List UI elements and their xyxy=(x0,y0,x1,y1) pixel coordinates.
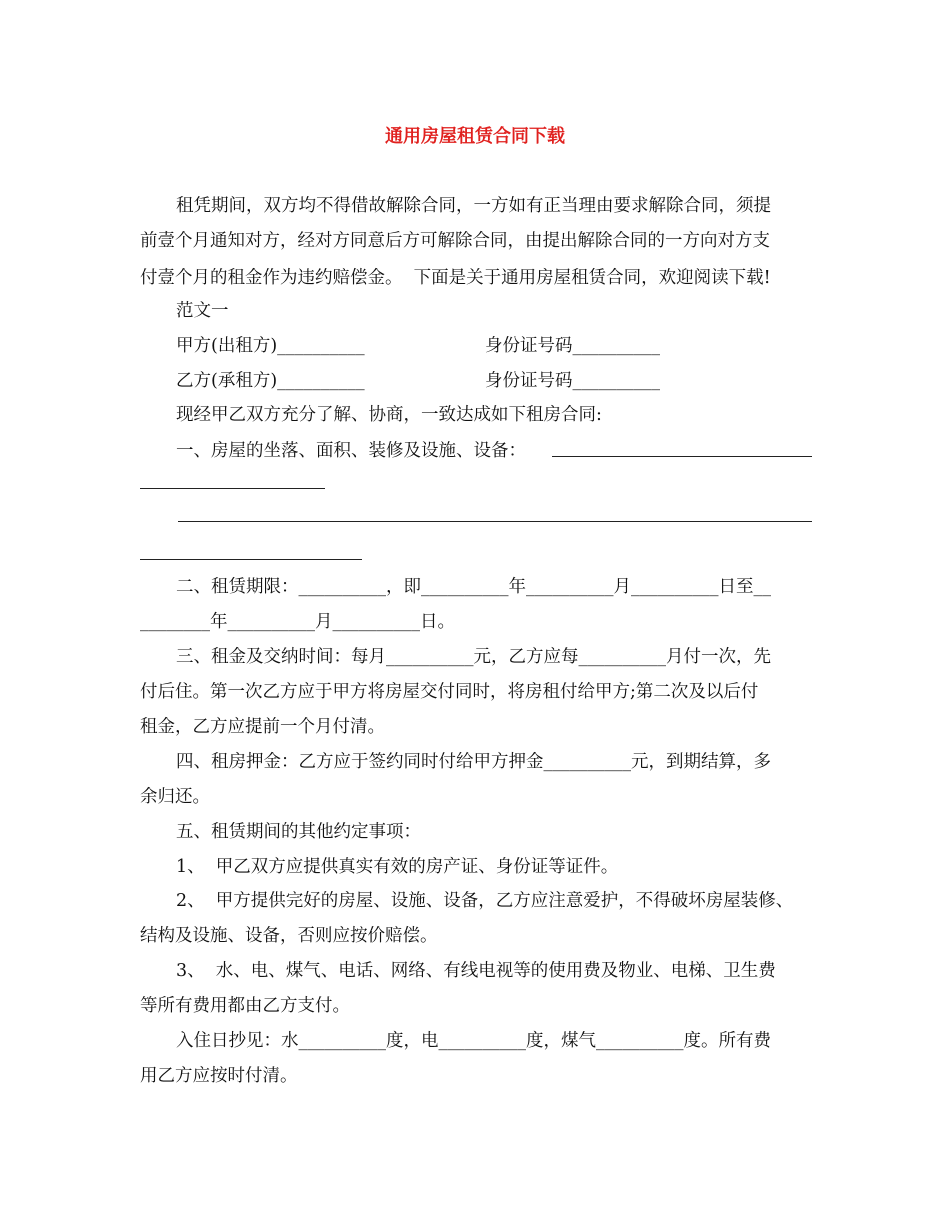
item-3-line-1: 3、 水、电、煤气、电话、网络、有线电视等的使用费及物业、电梯、卫生费 xyxy=(176,961,776,981)
meter-line-2: 用乙方应按时付清。 xyxy=(140,1066,298,1086)
agreement-line: 现经甲乙双方充分了解、协商，一致达成如下租房合同: xyxy=(176,405,602,425)
item-1: 1、 甲乙双方应提供真实有效的房产证、身份证等证件。 xyxy=(176,857,619,877)
party-a-id-field: 身份证号码__________ xyxy=(485,336,660,356)
item-2-line-2: 结构及设施、设备，否则应按价赔偿。 xyxy=(140,926,438,946)
clause-1-blank-line-3 xyxy=(178,521,812,522)
clause-1: 一、房屋的坐落、面积、装修及设施、设备： xyxy=(176,441,526,461)
clause-5-heading: 五、租赁期间的其他约定事项： xyxy=(176,822,421,842)
clause-3-line-2: 付后住。第一次乙方应于甲方将房屋交付同时，将房租付给甲方;第二次及以后付 xyxy=(140,682,759,702)
clause-4-line-2: 余归还。 xyxy=(140,787,210,807)
meter-line-1: 入住日抄见：水__________度，电__________度，煤气__________度。所有费 xyxy=(176,1031,771,1051)
sample-label: 范文一 xyxy=(176,301,229,321)
intro-line-3: 付壹个月的租金作为违约赔偿金。 下面是关于通用房屋租赁合同，欢迎阅读下载! xyxy=(140,268,771,288)
item-3-line-2: 等所有费用都由乙方支付。 xyxy=(140,996,350,1016)
clause-3-line-3: 租金，乙方应提前一个月付清。 xyxy=(140,717,385,737)
clause-1-blank-line-2 xyxy=(140,488,325,489)
clause-2-line-1: 二、租赁期限：__________，即__________年__________月__________日至__ xyxy=(176,577,771,597)
item-2-line-1: 2、 甲方提供完好的房屋、设施、设备，乙方应注意爱护，不得破坏房屋装修、 xyxy=(176,891,794,911)
party-b-id-field: 身份证号码__________ xyxy=(485,371,660,391)
intro-line-2: 前壹个月通知对方，经对方同意后方可解除合同，由提出解除合同的一方向对方支 xyxy=(140,231,770,251)
clause-1-blank-line-4 xyxy=(140,559,362,560)
clause-4-line-1: 四、租房押金：乙方应于签约同时付给甲方押金__________元，到期结算，多 xyxy=(176,752,771,772)
clause-3-line-1: 三、租金及交纳时间：每月__________元，乙方应每__________月付一次，先 xyxy=(176,647,771,667)
party-a-field: 甲方(出租方)__________ xyxy=(176,336,365,356)
clause-2-line-2: ________年__________月__________日。 xyxy=(140,612,455,632)
document-title: 通用房屋租赁合同下载 xyxy=(385,126,565,147)
clause-1-blank-line xyxy=(552,456,812,457)
intro-line-1: 租凭期间，双方均不得借故解除合同，一方如有正当理由要求解除合同，须提 xyxy=(176,196,771,216)
party-b-field: 乙方(承租方)__________ xyxy=(176,371,365,391)
